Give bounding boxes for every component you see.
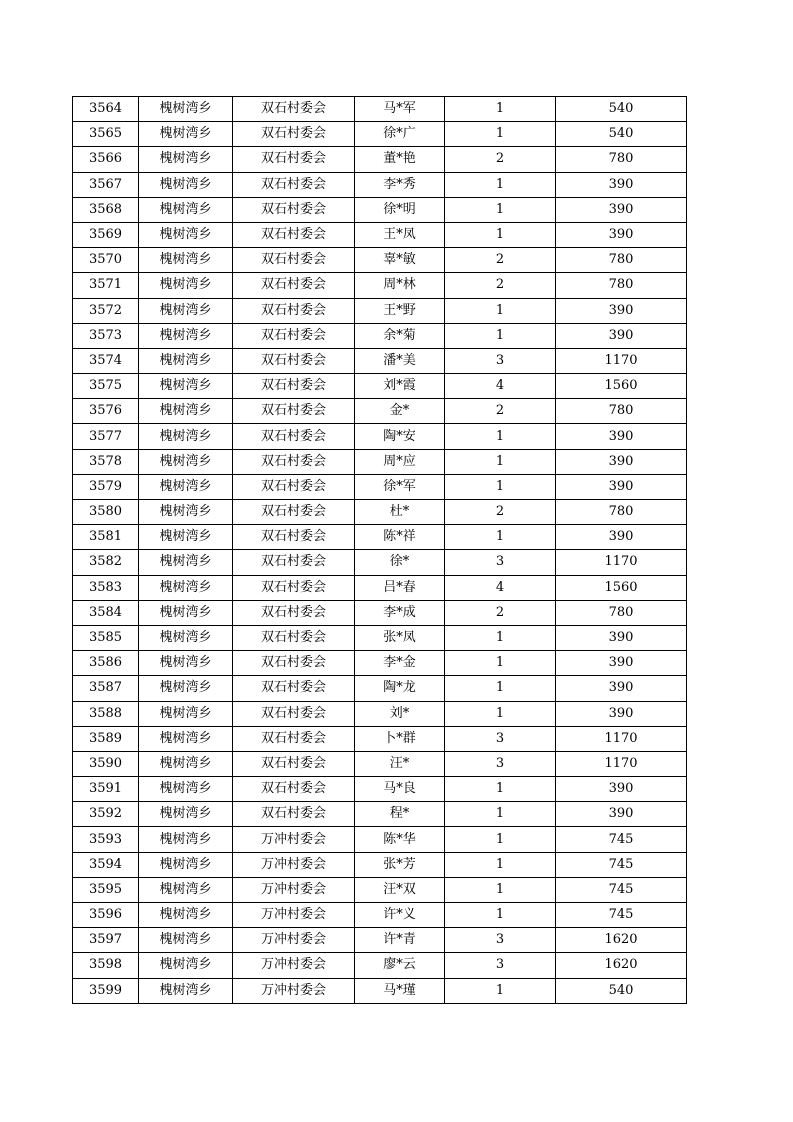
household-count-cell: 1 (445, 122, 556, 147)
township-cell: 槐树湾乡 (139, 172, 233, 197)
table-row (73, 701, 687, 726)
township-cell: 槐树湾乡 (139, 248, 233, 273)
serial-number-cell: 3576 (73, 399, 139, 424)
township-cell: 槐树湾乡 (139, 424, 233, 449)
household-count-cell: 1 (445, 449, 556, 474)
household-count-cell: 1 (445, 777, 556, 802)
person-name-cell: 李*成 (355, 600, 445, 625)
person-name-cell: 周*应 (355, 449, 445, 474)
township-cell: 槐树湾乡 (139, 701, 233, 726)
township-cell: 槐树湾乡 (139, 827, 233, 852)
village-committee-cell: 万冲村委会 (233, 877, 355, 902)
amount-cell: 745 (556, 827, 687, 852)
serial-number-cell: 3599 (73, 978, 139, 1003)
household-count-cell: 2 (445, 273, 556, 298)
household-count-cell: 1 (445, 701, 556, 726)
table-row (73, 928, 687, 953)
household-count-cell: 2 (445, 500, 556, 525)
table-row (73, 323, 687, 348)
township-cell: 槐树湾乡 (139, 374, 233, 399)
person-name-cell: 马*瑾 (355, 978, 445, 1003)
roster-table-body (73, 97, 687, 1004)
amount-cell: 390 (556, 298, 687, 323)
amount-cell: 390 (556, 424, 687, 449)
table-row (73, 474, 687, 499)
amount-cell: 1620 (556, 928, 687, 953)
village-committee-cell: 双石村委会 (233, 651, 355, 676)
household-count-cell: 1 (445, 424, 556, 449)
household-count-cell: 1 (445, 222, 556, 247)
township-cell: 槐树湾乡 (139, 273, 233, 298)
village-committee-cell: 双石村委会 (233, 625, 355, 650)
person-name-cell: 许*青 (355, 928, 445, 953)
township-cell: 槐树湾乡 (139, 500, 233, 525)
table-row (73, 777, 687, 802)
serial-number-cell: 3578 (73, 449, 139, 474)
amount-cell: 1170 (556, 348, 687, 373)
village-committee-cell: 双石村委会 (233, 802, 355, 827)
serial-number-cell: 3588 (73, 701, 139, 726)
amount-cell: 1170 (556, 726, 687, 751)
amount-cell: 390 (556, 172, 687, 197)
person-name-cell: 刘*霞 (355, 374, 445, 399)
serial-number-cell: 3596 (73, 903, 139, 928)
village-committee-cell: 双石村委会 (233, 248, 355, 273)
household-count-cell: 1 (445, 978, 556, 1003)
village-committee-cell: 双石村委会 (233, 298, 355, 323)
village-committee-cell: 双石村委会 (233, 172, 355, 197)
table-row (73, 273, 687, 298)
table-row (73, 122, 687, 147)
household-count-cell: 1 (445, 298, 556, 323)
household-count-cell: 1 (445, 172, 556, 197)
household-count-cell: 1 (445, 802, 556, 827)
household-count-cell: 1 (445, 903, 556, 928)
township-cell: 槐树湾乡 (139, 903, 233, 928)
amount-cell: 390 (556, 525, 687, 550)
table-row (73, 877, 687, 902)
serial-number-cell: 3573 (73, 323, 139, 348)
person-name-cell: 徐* (355, 550, 445, 575)
table-row (73, 399, 687, 424)
amount-cell: 1620 (556, 953, 687, 978)
serial-number-cell: 3577 (73, 424, 139, 449)
person-name-cell: 杜* (355, 500, 445, 525)
amount-cell: 390 (556, 777, 687, 802)
village-committee-cell: 双石村委会 (233, 348, 355, 373)
person-name-cell: 辜*敏 (355, 248, 445, 273)
village-committee-cell: 双石村委会 (233, 777, 355, 802)
village-committee-cell: 双石村委会 (233, 726, 355, 751)
amount-cell: 780 (556, 399, 687, 424)
table-row (73, 903, 687, 928)
household-count-cell: 2 (445, 399, 556, 424)
village-committee-cell: 双石村委会 (233, 500, 355, 525)
household-count-cell: 3 (445, 550, 556, 575)
serial-number-cell: 3594 (73, 852, 139, 877)
amount-cell: 540 (556, 978, 687, 1003)
table-row (73, 248, 687, 273)
table-row (73, 751, 687, 776)
serial-number-cell: 3585 (73, 625, 139, 650)
household-count-cell: 1 (445, 676, 556, 701)
person-name-cell: 卜*群 (355, 726, 445, 751)
household-count-cell: 2 (445, 147, 556, 172)
person-name-cell: 陈*祥 (355, 525, 445, 550)
township-cell: 槐树湾乡 (139, 877, 233, 902)
amount-cell: 780 (556, 600, 687, 625)
person-name-cell: 李*金 (355, 651, 445, 676)
household-count-cell: 1 (445, 525, 556, 550)
table-row (73, 222, 687, 247)
township-cell: 槐树湾乡 (139, 852, 233, 877)
table-row (73, 625, 687, 650)
amount-cell: 780 (556, 248, 687, 273)
village-committee-cell: 双石村委会 (233, 701, 355, 726)
amount-cell: 745 (556, 903, 687, 928)
amount-cell: 780 (556, 500, 687, 525)
serial-number-cell: 3580 (73, 500, 139, 525)
village-committee-cell: 双石村委会 (233, 399, 355, 424)
household-count-cell: 3 (445, 348, 556, 373)
amount-cell: 1170 (556, 550, 687, 575)
table-row (73, 726, 687, 751)
serial-number-cell: 3584 (73, 600, 139, 625)
village-committee-cell: 万冲村委会 (233, 928, 355, 953)
amount-cell: 390 (556, 651, 687, 676)
table-row (73, 348, 687, 373)
person-name-cell: 陈*华 (355, 827, 445, 852)
serial-number-cell: 3589 (73, 726, 139, 751)
amount-cell: 390 (556, 474, 687, 499)
serial-number-cell: 3570 (73, 248, 139, 273)
table-row (73, 424, 687, 449)
township-cell: 槐树湾乡 (139, 197, 233, 222)
table-row (73, 525, 687, 550)
serial-number-cell: 3582 (73, 550, 139, 575)
household-count-cell: 3 (445, 953, 556, 978)
person-name-cell: 汪* (355, 751, 445, 776)
household-count-cell: 3 (445, 751, 556, 776)
serial-number-cell: 3590 (73, 751, 139, 776)
person-name-cell: 程* (355, 802, 445, 827)
person-name-cell: 许*义 (355, 903, 445, 928)
township-cell: 槐树湾乡 (139, 751, 233, 776)
table-row (73, 852, 687, 877)
village-committee-cell: 双石村委会 (233, 147, 355, 172)
table-row (73, 550, 687, 575)
township-cell: 槐树湾乡 (139, 928, 233, 953)
amount-cell: 1560 (556, 575, 687, 600)
serial-number-cell: 3572 (73, 298, 139, 323)
township-cell: 槐树湾乡 (139, 147, 233, 172)
amount-cell: 390 (556, 449, 687, 474)
person-name-cell: 余*菊 (355, 323, 445, 348)
serial-number-cell: 3595 (73, 877, 139, 902)
person-name-cell: 吕*春 (355, 575, 445, 600)
household-count-cell: 3 (445, 928, 556, 953)
serial-number-cell: 3566 (73, 147, 139, 172)
township-cell: 槐树湾乡 (139, 953, 233, 978)
amount-cell: 390 (556, 676, 687, 701)
person-name-cell: 李*秀 (355, 172, 445, 197)
household-count-cell: 1 (445, 877, 556, 902)
village-committee-cell: 双石村委会 (233, 273, 355, 298)
amount-cell: 390 (556, 222, 687, 247)
amount-cell: 540 (556, 122, 687, 147)
household-count-cell: 3 (445, 726, 556, 751)
household-count-cell: 1 (445, 323, 556, 348)
table-row (73, 978, 687, 1003)
village-committee-cell: 双石村委会 (233, 550, 355, 575)
table-row (73, 197, 687, 222)
person-name-cell: 徐*明 (355, 197, 445, 222)
serial-number-cell: 3567 (73, 172, 139, 197)
village-committee-cell: 双石村委会 (233, 122, 355, 147)
table-row (73, 802, 687, 827)
person-name-cell: 刘* (355, 701, 445, 726)
serial-number-cell: 3586 (73, 651, 139, 676)
household-count-cell: 4 (445, 374, 556, 399)
serial-number-cell: 3591 (73, 777, 139, 802)
person-name-cell: 陶*安 (355, 424, 445, 449)
serial-number-cell: 3593 (73, 827, 139, 852)
township-cell: 槐树湾乡 (139, 122, 233, 147)
amount-cell: 1560 (556, 374, 687, 399)
village-committee-cell: 双石村委会 (233, 575, 355, 600)
person-name-cell: 张*芳 (355, 852, 445, 877)
table-row (73, 827, 687, 852)
person-name-cell: 周*林 (355, 273, 445, 298)
table-row (73, 676, 687, 701)
amount-cell: 390 (556, 625, 687, 650)
township-cell: 槐树湾乡 (139, 298, 233, 323)
person-name-cell: 马*良 (355, 777, 445, 802)
amount-cell: 745 (556, 852, 687, 877)
household-count-cell: 1 (445, 852, 556, 877)
serial-number-cell: 3598 (73, 953, 139, 978)
township-cell: 槐树湾乡 (139, 777, 233, 802)
table-row (73, 374, 687, 399)
household-count-cell: 2 (445, 248, 556, 273)
village-committee-cell: 万冲村委会 (233, 978, 355, 1003)
serial-number-cell: 3592 (73, 802, 139, 827)
household-count-cell: 1 (445, 197, 556, 222)
village-committee-cell: 万冲村委会 (233, 827, 355, 852)
person-name-cell: 陶*龙 (355, 676, 445, 701)
township-cell: 槐树湾乡 (139, 474, 233, 499)
township-cell: 槐树湾乡 (139, 802, 233, 827)
table-row (73, 298, 687, 323)
township-cell: 槐树湾乡 (139, 449, 233, 474)
person-name-cell: 廖*云 (355, 953, 445, 978)
township-cell: 槐树湾乡 (139, 323, 233, 348)
serial-number-cell: 3581 (73, 525, 139, 550)
roster-table (72, 96, 687, 1004)
table-row (73, 575, 687, 600)
village-committee-cell: 双石村委会 (233, 97, 355, 122)
village-committee-cell: 双石村委会 (233, 474, 355, 499)
serial-number-cell: 3597 (73, 928, 139, 953)
serial-number-cell: 3583 (73, 575, 139, 600)
village-committee-cell: 万冲村委会 (233, 903, 355, 928)
serial-number-cell: 3574 (73, 348, 139, 373)
person-name-cell: 王*凤 (355, 222, 445, 247)
person-name-cell: 金* (355, 399, 445, 424)
household-count-cell: 2 (445, 600, 556, 625)
household-count-cell: 1 (445, 625, 556, 650)
township-cell: 槐树湾乡 (139, 726, 233, 751)
table-row (73, 172, 687, 197)
table-row (73, 500, 687, 525)
village-committee-cell: 双石村委会 (233, 374, 355, 399)
serial-number-cell: 3565 (73, 122, 139, 147)
amount-cell: 780 (556, 273, 687, 298)
household-count-cell: 1 (445, 474, 556, 499)
amount-cell: 390 (556, 323, 687, 348)
village-committee-cell: 双石村委会 (233, 323, 355, 348)
village-committee-cell: 双石村委会 (233, 676, 355, 701)
serial-number-cell: 3568 (73, 197, 139, 222)
person-name-cell: 王*野 (355, 298, 445, 323)
village-committee-cell: 双石村委会 (233, 424, 355, 449)
table-row (73, 953, 687, 978)
village-committee-cell: 双石村委会 (233, 751, 355, 776)
household-count-cell: 1 (445, 97, 556, 122)
township-cell: 槐树湾乡 (139, 651, 233, 676)
village-committee-cell: 万冲村委会 (233, 953, 355, 978)
village-committee-cell: 双石村委会 (233, 525, 355, 550)
household-count-cell: 4 (445, 575, 556, 600)
village-committee-cell: 双石村委会 (233, 600, 355, 625)
amount-cell: 390 (556, 802, 687, 827)
person-name-cell: 马*军 (355, 97, 445, 122)
township-cell: 槐树湾乡 (139, 625, 233, 650)
table-row (73, 147, 687, 172)
serial-number-cell: 3579 (73, 474, 139, 499)
serial-number-cell: 3575 (73, 374, 139, 399)
serial-number-cell: 3571 (73, 273, 139, 298)
township-cell: 槐树湾乡 (139, 222, 233, 247)
township-cell: 槐树湾乡 (139, 348, 233, 373)
amount-cell: 780 (556, 147, 687, 172)
person-name-cell: 张*凤 (355, 625, 445, 650)
table-row (73, 651, 687, 676)
township-cell: 槐树湾乡 (139, 550, 233, 575)
township-cell: 槐树湾乡 (139, 525, 233, 550)
amount-cell: 1170 (556, 751, 687, 776)
household-count-cell: 1 (445, 651, 556, 676)
township-cell: 槐树湾乡 (139, 600, 233, 625)
serial-number-cell: 3564 (73, 97, 139, 122)
amount-cell: 540 (556, 97, 687, 122)
person-name-cell: 徐*广 (355, 122, 445, 147)
household-count-cell: 1 (445, 827, 556, 852)
person-name-cell: 汪*双 (355, 877, 445, 902)
serial-number-cell: 3587 (73, 676, 139, 701)
township-cell: 槐树湾乡 (139, 97, 233, 122)
person-name-cell: 潘*美 (355, 348, 445, 373)
township-cell: 槐树湾乡 (139, 399, 233, 424)
table-row (73, 97, 687, 122)
amount-cell: 390 (556, 701, 687, 726)
village-committee-cell: 万冲村委会 (233, 852, 355, 877)
table-row (73, 600, 687, 625)
village-committee-cell: 双石村委会 (233, 449, 355, 474)
amount-cell: 390 (556, 197, 687, 222)
table-row (73, 449, 687, 474)
amount-cell: 745 (556, 877, 687, 902)
township-cell: 槐树湾乡 (139, 575, 233, 600)
person-name-cell: 董*艳 (355, 147, 445, 172)
serial-number-cell: 3569 (73, 222, 139, 247)
township-cell: 槐树湾乡 (139, 676, 233, 701)
person-name-cell: 徐*军 (355, 474, 445, 499)
township-cell: 槐树湾乡 (139, 978, 233, 1003)
village-committee-cell: 双石村委会 (233, 197, 355, 222)
village-committee-cell: 双石村委会 (233, 222, 355, 247)
